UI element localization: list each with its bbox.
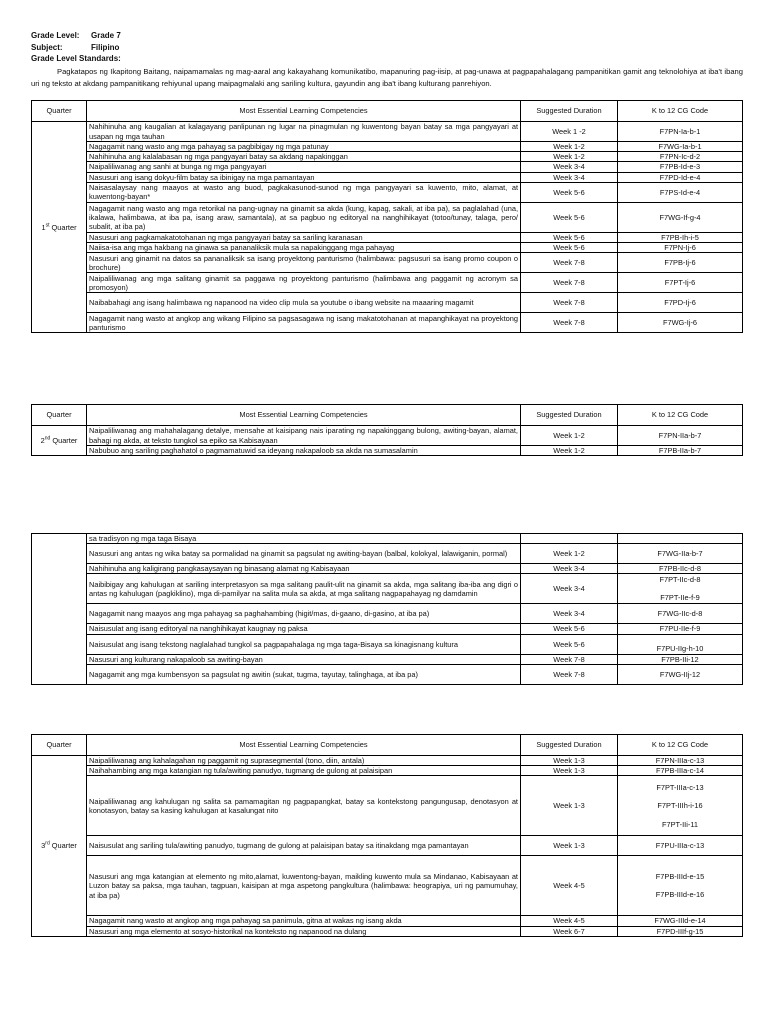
duration-cell: Week 1-2	[521, 544, 618, 564]
cg-code-cell	[618, 182, 743, 202]
table-row	[32, 293, 743, 313]
cg-code	[620, 792, 740, 801]
cg-code-cell	[618, 446, 743, 456]
duration-cell: Week 7-8	[521, 293, 618, 313]
competency-cell: Naihahambing ang mga katangian ng tula/awiting panudyo, tugmang de gulong at palaisipan	[87, 766, 521, 776]
table-row	[32, 756, 743, 766]
duration-cell: Week 3-4	[521, 172, 618, 182]
duration-cell: Week 5-6	[521, 624, 618, 634]
table-header-row	[32, 101, 743, 122]
table-row	[32, 926, 743, 936]
competencies-header: Most Essential Learning Competencies	[87, 101, 521, 122]
competency-cell: Nasusuri ang ginamit na datos sa pananaliksik sa isang proyektong panturismo (halimbawa: pagsusuri sa isang promo coupon o brochure)	[87, 253, 521, 273]
table-row	[32, 544, 743, 564]
competency-cell: Naipaliliwanag ang mahahalagang detalye, mensahe at kaisipang nais iparating ng napakinggang bulong, awiting-bayan, alamat, bahagi ng akda, at teksto tungkol sa epiko sa Kabisayaan	[87, 426, 521, 446]
cg-code-cell	[618, 856, 743, 916]
competencies-header: Most Essential Learning Competencies	[87, 735, 521, 756]
cg-code: F7PB-Ih-i-5	[661, 232, 699, 242]
cg-code: F7PU-IIg-h-10	[656, 644, 704, 653]
competency-cell: Nahihinuha ang kaligirang pangkasaysayan ng binasang alamat ng Kabisayaan	[87, 564, 521, 574]
cg-code-cell	[618, 253, 743, 273]
duration-cell: Week 7-8	[521, 273, 618, 293]
duration-cell: Week 7-8	[521, 313, 618, 333]
duration-cell: Week 1 -2	[521, 122, 618, 142]
table-row	[32, 604, 743, 624]
cg-code-cell	[618, 142, 743, 152]
grade-level-standards-text: Pagkatapos ng Ikapitong Baitang, naipamamalas ng mag-aaral ang kakayahang komunikatibo, mapanuring pag-iisip, at pag-unawa at pagpapahalagang pampanitikan gamit ang teknolohiya at iba't ibang uri ng teksto at akdang pampanitikang rehiyunal upang maipagmalaki ang sariling kultura, gayundin ang iba't ibang kulturang panrehiyon.	[31, 67, 743, 88]
code-header: K to 12 CG Code	[618, 405, 743, 426]
cg-code: F7PB-Id-e-3	[659, 162, 701, 172]
duration-cell: Week 4-5	[521, 856, 618, 916]
competency-cell: Nagagamit nang maayos ang mga pahayag sa paghahambing (higit/mas, di-gaano, di-gasino, at iba pa)	[87, 604, 521, 624]
duration-cell: Week 1-2	[521, 152, 618, 162]
competency-cell: Nahihinuha ang kalalabasan ng mga pangyayari batay sa akdang napakinggan	[87, 152, 521, 162]
cg-code-cell	[618, 313, 743, 333]
competency-cell: Naiisa-isa ang mga hakbang na ginawa sa pananaliksik mula sa napakinggang mga pahayag	[87, 243, 521, 253]
competency-cell: Nasusuri ang antas ng wika batay sa pormalidad na ginamit sa pagsulat ng awiting-bayan (balbal, kolokyal, lalawiganin, pormal)	[87, 544, 521, 564]
table-row	[32, 172, 743, 182]
cg-code: F7WG-IIc-d-8	[657, 609, 703, 619]
quarter-header: Quarter	[32, 735, 87, 756]
quarter-1-table	[31, 100, 743, 333]
duration-header: Suggested Duration	[521, 405, 618, 426]
cg-code: F7PB-IIId-e-15	[655, 872, 705, 882]
duration-header: Suggested Duration	[521, 735, 618, 756]
cg-code-cell	[618, 232, 743, 242]
competency-cell: Nasusuri ang kulturang nakapaloob sa awiting-bayan	[87, 654, 521, 664]
cg-code-cell	[618, 152, 743, 162]
cg-code: F7WG-IIj-12	[659, 669, 701, 679]
duration-cell: Week 3-4	[521, 604, 618, 624]
duration-cell: Week 1-3	[521, 776, 618, 836]
cg-code-cell	[618, 544, 743, 564]
cg-code: F7PN-Ij-6	[664, 243, 696, 253]
standards-label: Grade Level Standards:	[31, 54, 121, 63]
table-row	[32, 426, 743, 446]
table-row	[32, 856, 743, 916]
cg-code-cell	[618, 624, 743, 634]
cg-code: F7PD-IIIf-g-15	[656, 926, 704, 936]
table-row	[32, 152, 743, 162]
competency-cell: Nagagamit ang mga kumbensyon sa pagsulat ng awitin (sukat, tugma, tayutay, talinghaga, at iba pa)	[87, 664, 521, 684]
competency-cell: Nasusuri ang mga katangian at elemento ng mito,alamat, kuwentong-bayan, maikling kuwento mula sa Mindanao, Kabisayaan at Luzon batay sa paksa, mga tauhan, tagpuan, kaisipan at mga aspetong pangkultura (halimbawa: heograpiya, uri ng pamumuhay, at iba pa)	[87, 856, 521, 916]
competency-cell: Nagagamit nang wasto ang mga retorikal na pang-ugnay na ginamit sa akda (kung, kapag, sakali, at iba pa), sa paglalahad (una, ikalawa, halimbawa, at iba pa, isang araw, samantala), at sa pagbuo ng editoryal na nanghihikayat (totoo/tunay, talaga, pero/ subalit, at iba pa)	[87, 202, 521, 232]
cg-code	[620, 811, 740, 820]
cg-code: F7PT-Ij-6	[664, 278, 696, 288]
quarter-cell	[32, 534, 87, 685]
code-header: K to 12 CG Code	[618, 735, 743, 756]
cg-code-cell	[618, 654, 743, 664]
duration-cell: Week 5-6	[521, 634, 618, 654]
table-row	[32, 766, 743, 776]
table-row	[32, 664, 743, 684]
duration-cell: Week 1-2	[521, 426, 618, 446]
quarter-cell: 3rd Quarter	[32, 756, 87, 937]
table-row	[32, 202, 743, 232]
cg-code: F7PU-IIIa-c-13	[655, 841, 705, 851]
table-row	[32, 232, 743, 242]
cg-code: F7PT-IIi-11	[661, 819, 698, 829]
table-row	[32, 564, 743, 574]
grade-level-value: Grade 7	[91, 31, 121, 40]
quarter-2-table	[31, 404, 743, 456]
competencies-header: Most Essential Learning Competencies	[87, 405, 521, 426]
cg-code-cell	[618, 604, 743, 624]
competency-cell: Naisusulat ang isang editoryal na nanghihikayat kaugnay ng paksa	[87, 624, 521, 634]
table-row	[32, 122, 743, 142]
cg-code-cell	[618, 426, 743, 446]
cg-code-cell	[618, 172, 743, 182]
duration-cell: Week 1-3	[521, 766, 618, 776]
cg-code-cell	[618, 574, 743, 604]
cg-code: F7PB-IIc-d-8	[659, 564, 701, 574]
table-row	[32, 162, 743, 172]
competency-cell: Naipaliliwanag ang mga salitang ginamit sa paggawa ng proyektong panturismo (halimbawa ang paggamit ng acronym sa promosyon)	[87, 273, 521, 293]
table-row	[32, 243, 743, 253]
cg-code: F7PN-Ic-d-2	[659, 152, 701, 162]
competency-cell: Nasusuri ang mga elemento at sosyo-historikal na konteksto ng napanood na dulang	[87, 926, 521, 936]
table-row	[32, 574, 743, 604]
cg-code	[620, 584, 740, 593]
cg-code	[620, 635, 740, 644]
duration-cell: Week 5-6	[521, 202, 618, 232]
cg-code-cell	[618, 634, 743, 654]
table-row	[32, 534, 743, 544]
table-header-row	[32, 405, 743, 426]
code-header: K to 12 CG Code	[618, 101, 743, 122]
cg-code: F7PN-Ia-b-1	[659, 126, 701, 136]
cg-code	[620, 881, 740, 890]
table-row	[32, 624, 743, 634]
cg-code: F7PT-IIIa-c-13	[656, 783, 704, 793]
grade-level-label: Grade Level:	[31, 31, 80, 40]
competency-cell: Naibabahagi ang isang halimbawa ng napanood na video clip mula sa youtube o ibang website na maaaring magamit	[87, 293, 521, 313]
quarter-cell: 2nd Quarter	[32, 426, 87, 456]
subject-label: Subject:	[31, 42, 63, 52]
cg-code-cell	[618, 202, 743, 232]
competency-cell: Naipaliliwanag ang kahulugan ng salita sa pamamagitan ng pagpapangkat, batay sa kontekstong pangungusap, denotasyon at konotasyon, batay sa kasing kahulugan at kasalungat nito	[87, 776, 521, 836]
cg-code: F7PB-IIi-12	[661, 654, 699, 664]
cg-code: F7WG-If-g-4	[659, 212, 701, 222]
cg-code-cell	[618, 273, 743, 293]
competency-cell: Naisasalaysay nang maayos at wasto ang buod, pagkakasunod-sunod ng mga pangyayari sa kuwento, mito, alamat, at kuwentong-bayan*	[87, 182, 521, 202]
cg-code: F7PT-IIc-d-8	[659, 575, 701, 585]
cg-code-cell	[618, 766, 743, 776]
duration-header: Suggested Duration	[521, 101, 618, 122]
cg-code: F7PB-IIa-b-7	[658, 446, 702, 455]
table-row	[32, 776, 743, 836]
duration-cell: Week 5-6	[521, 243, 618, 253]
table-row	[32, 446, 743, 456]
duration-cell: Week 1-2	[521, 142, 618, 152]
cg-code-cell	[618, 756, 743, 766]
cg-code: F7PB-IIIa-c-14	[655, 766, 705, 776]
table-row	[32, 313, 743, 333]
cg-code: F7WG-IIa-b-7	[657, 549, 703, 559]
table-row	[32, 273, 743, 293]
cg-code-cell	[618, 776, 743, 836]
cg-code-cell	[618, 564, 743, 574]
duration-cell: Week 6-7	[521, 926, 618, 936]
duration-cell: Week 3-4	[521, 574, 618, 604]
cg-code-cell	[618, 243, 743, 253]
duration-cell	[521, 534, 618, 544]
cg-code-cell	[618, 293, 743, 313]
competency-cell: Naipaliliwanag ang kahalagahan ng paggamit ng suprasegmental (tono, diin, antala)	[87, 756, 521, 766]
cg-code-cell	[618, 836, 743, 856]
duration-cell: Week 3-4	[521, 162, 618, 172]
table-row	[32, 916, 743, 926]
table-row	[32, 836, 743, 856]
competency-cell: Naisusulat ang isang tekstong naglalahad tungkol sa pagpapahalaga ng mga taga-Bisaya sa kinagisnang kultura	[87, 634, 521, 654]
subject-value: Filipino	[91, 42, 120, 52]
cg-code: F7WG-IIId-e-14	[654, 916, 706, 926]
competency-cell: Nasusuri ang pagkamakatotohanan ng mga pangyayari batay sa sariling karanasan	[87, 232, 521, 242]
duration-cell: Week 5-6	[521, 232, 618, 242]
cg-code: F7PN-IIa-b-7	[658, 430, 702, 440]
duration-cell: Week 3-4	[521, 564, 618, 574]
quarter-header: Quarter	[32, 101, 87, 122]
cg-code: F7WG-Ia-b-1	[658, 142, 702, 151]
cg-code: F7PB-Ij-6	[664, 258, 696, 268]
cg-code: F7WG-Ij-6	[662, 318, 698, 328]
competency-cell: Nasusuri ang isang dokyu-film batay sa ibinigay na mga pamantayan	[87, 172, 521, 182]
cg-code: F7PU-IIe-f-9	[659, 624, 701, 634]
duration-cell: Week 1-3	[521, 836, 618, 856]
quarter-header: Quarter	[32, 405, 87, 426]
duration-cell: Week 7-8	[521, 664, 618, 684]
cg-code: F7PS-Id-e-4	[659, 187, 701, 197]
table-row	[32, 634, 743, 654]
table-row	[32, 142, 743, 152]
competency-cell: Naibibigay ang kahulugan at sariling interpretasyon sa mga salitang paulit-ulit na ginamit sa akda, mga salitang iba-iba ang digri o antas ng kahulugan (pagkiklino), mga di-pamilyar na salita mula sa akda, at mga salitang nagpapahayag ng damdamin	[87, 574, 521, 604]
competency-cell: Naisusulat ang sariling tula/awiting panudyo, tugmang de gulong at palaisipan batay sa itinakdang mga pamantayan	[87, 836, 521, 856]
table-row	[32, 253, 743, 273]
duration-cell: Week 5-6	[521, 182, 618, 202]
quarter-3-table	[31, 734, 743, 937]
cg-code-cell	[618, 926, 743, 936]
quarter-cell: 1st Quarter	[32, 122, 87, 333]
competency-cell: Nagagamit nang wasto at angkop ang mga pahayag sa panimula, gitna at wakas ng isang akda	[87, 916, 521, 926]
table-row	[32, 182, 743, 202]
cg-code-cell	[618, 664, 743, 684]
cg-code: F7PT-IIe-f-9	[660, 593, 700, 603]
competency-cell: Naipaliliwanag ang sanhi at bunga ng mga pangyayari	[87, 162, 521, 172]
cg-code-cell	[618, 916, 743, 926]
table-header-row	[32, 735, 743, 756]
duration-cell: Week 4-5	[521, 916, 618, 926]
cg-code-cell	[618, 162, 743, 172]
cg-code: F7PN-IIIa-c-13	[655, 756, 705, 765]
competency-cell: Nahihinuha ang kaugalian at kalagayang panlipunan ng lugar na pinagmulan ng kuwentong bayan batay sa mga pangyayari at usapan ng mga tauhan	[87, 122, 521, 142]
cg-code-cell	[618, 122, 743, 142]
cg-code: F7PD-Id-e-4	[659, 172, 701, 182]
competency-cell: sa tradisyon ng mga taga Bisaya	[87, 534, 521, 544]
cg-code: F7PT-IIIh-i-16	[657, 801, 703, 811]
duration-cell: Week 7-8	[521, 654, 618, 664]
duration-cell: Week 1-2	[521, 446, 618, 456]
cg-code-cell	[618, 534, 743, 544]
duration-cell: Week 1-3	[521, 756, 618, 766]
competency-cell: Nagagamit nang wasto at angkop ang wikang Filipino sa pagsasagawa ng isang makatotohanan at mapanghikayat na proyektong panturismo	[87, 313, 521, 333]
duration-cell: Week 7-8	[521, 253, 618, 273]
quarter-2-continued-table	[31, 533, 743, 685]
competency-cell: Nabubuo ang sariling paghahatol o pagmamatuwid sa ideyang nakapaloob sa akda na sumasalamin	[87, 446, 521, 456]
table-row	[32, 654, 743, 664]
cg-code: F7PB-IIId-e-16	[655, 890, 705, 900]
cg-code: F7PD-Ij-6	[664, 298, 696, 308]
document-header	[31, 30, 121, 65]
competency-cell: Nagagamit nang wasto ang mga pahayag sa pagbibigay ng mga patunay	[87, 142, 521, 152]
